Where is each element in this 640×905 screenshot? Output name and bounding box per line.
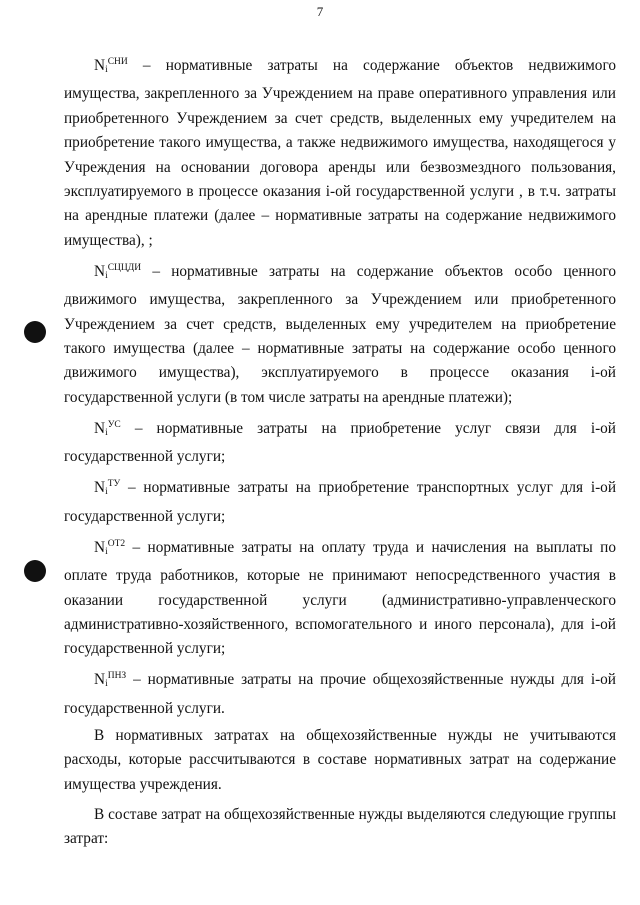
symbol-superscript: СНИ bbox=[107, 57, 128, 67]
symbol-subscript: i bbox=[105, 427, 108, 438]
definition-paragraph bbox=[64, 664, 616, 721]
symbol-superscript: ТУ bbox=[107, 479, 121, 490]
symbol-base: N bbox=[94, 262, 106, 280]
symbol-subscript: i bbox=[105, 679, 108, 690]
symbol-base: N bbox=[94, 479, 106, 497]
symbol-subscript: i bbox=[105, 487, 108, 498]
definition-paragraph bbox=[64, 413, 616, 470]
symbol-base: N bbox=[94, 419, 106, 437]
symbol-superscript: СЦЦДИ bbox=[107, 262, 142, 273]
definition-text: – нормативные затраты на оплату труда и начисления на выплаты по оплате труда работников, которые не принимают непосредственного участия в оказании государственной услуги (административно-управленческого административно-хозяйственного, вспомогательного и иного персонала), для i-ой государственной услуги; bbox=[64, 538, 616, 658]
document-body bbox=[64, 50, 616, 858]
punch-hole-top bbox=[24, 321, 46, 343]
page-number: 7 bbox=[316, 4, 324, 19]
punch-hole-bottom bbox=[24, 560, 46, 582]
definition-paragraph bbox=[64, 472, 616, 529]
symbol-superscript: ПНЗ bbox=[107, 671, 127, 682]
definition-text: – нормативные затраты на содержание объектов особо ценного движимого имущества, закрепленного за Учреждением или приобретенного Учреждением за счет средств, выделенных ему учредителем на приобретение такого имущества (далее – нормативные затраты на содержание особо ценного движимого имущества), эксплуатируемого в процессе оказания i-ой государственной услуги (в том числе затраты на арендные платежи); bbox=[64, 262, 616, 406]
body-paragraph: В составе затрат на общехозяйственные нужды выделяются следующие группы затрат: bbox=[64, 805, 616, 848]
definition-paragraph bbox=[64, 532, 616, 662]
definition-text: – нормативные затраты на прочие общехозяйственные нужды для i-ой государственной услуги. bbox=[64, 671, 616, 717]
definition-text: – нормативные затраты на приобретение транспортных услуг для i-ой государственной услуги; bbox=[64, 479, 616, 525]
cost-symbol bbox=[94, 671, 126, 688]
symbol-subscript: i bbox=[105, 546, 108, 557]
definition-text: – нормативные затраты на содержание объектов недвижимого имущества, закрепленного за Учреждением на праве оперативного управления или приобретенного Учреждением за счет средств, выделенных ему учредителем на приобретение такого имущества, а также недвижимого имущества, находящегося у Учреждения на основании договора аренды или безвозмездного пользования, эксплуатируемого в процессе оказания i-ой государственной услуги , в т.ч. затраты на арендные платежи (далее – нормативные затраты на содержание недвижимого имущества), ; bbox=[64, 57, 616, 249]
symbol-subscript: i bbox=[105, 65, 108, 75]
cost-symbol bbox=[94, 539, 125, 556]
cost-symbol bbox=[94, 263, 141, 280]
body-paragraph: В нормативных затратах на общехозяйственные нужды не учитываются расходы, которые рассчитываются в составе нормативных затрат на содержание имущества учреждения. bbox=[64, 726, 616, 793]
cost-symbol bbox=[94, 479, 120, 496]
symbol-superscript: УС bbox=[107, 419, 121, 430]
symbol-base: N bbox=[94, 671, 106, 689]
cost-symbol bbox=[94, 57, 128, 74]
definition-paragraph bbox=[64, 50, 616, 253]
symbol-superscript: ОТ2 bbox=[107, 538, 126, 549]
symbol-subscript: i bbox=[105, 270, 108, 281]
cost-symbol bbox=[94, 420, 121, 437]
definition-text: – нормативные затраты на приобретение услуг связи для i-ой государственной услуги; bbox=[64, 419, 616, 466]
symbol-base: N bbox=[94, 57, 106, 74]
symbol-base: N bbox=[94, 538, 106, 556]
definition-paragraph bbox=[64, 256, 616, 410]
